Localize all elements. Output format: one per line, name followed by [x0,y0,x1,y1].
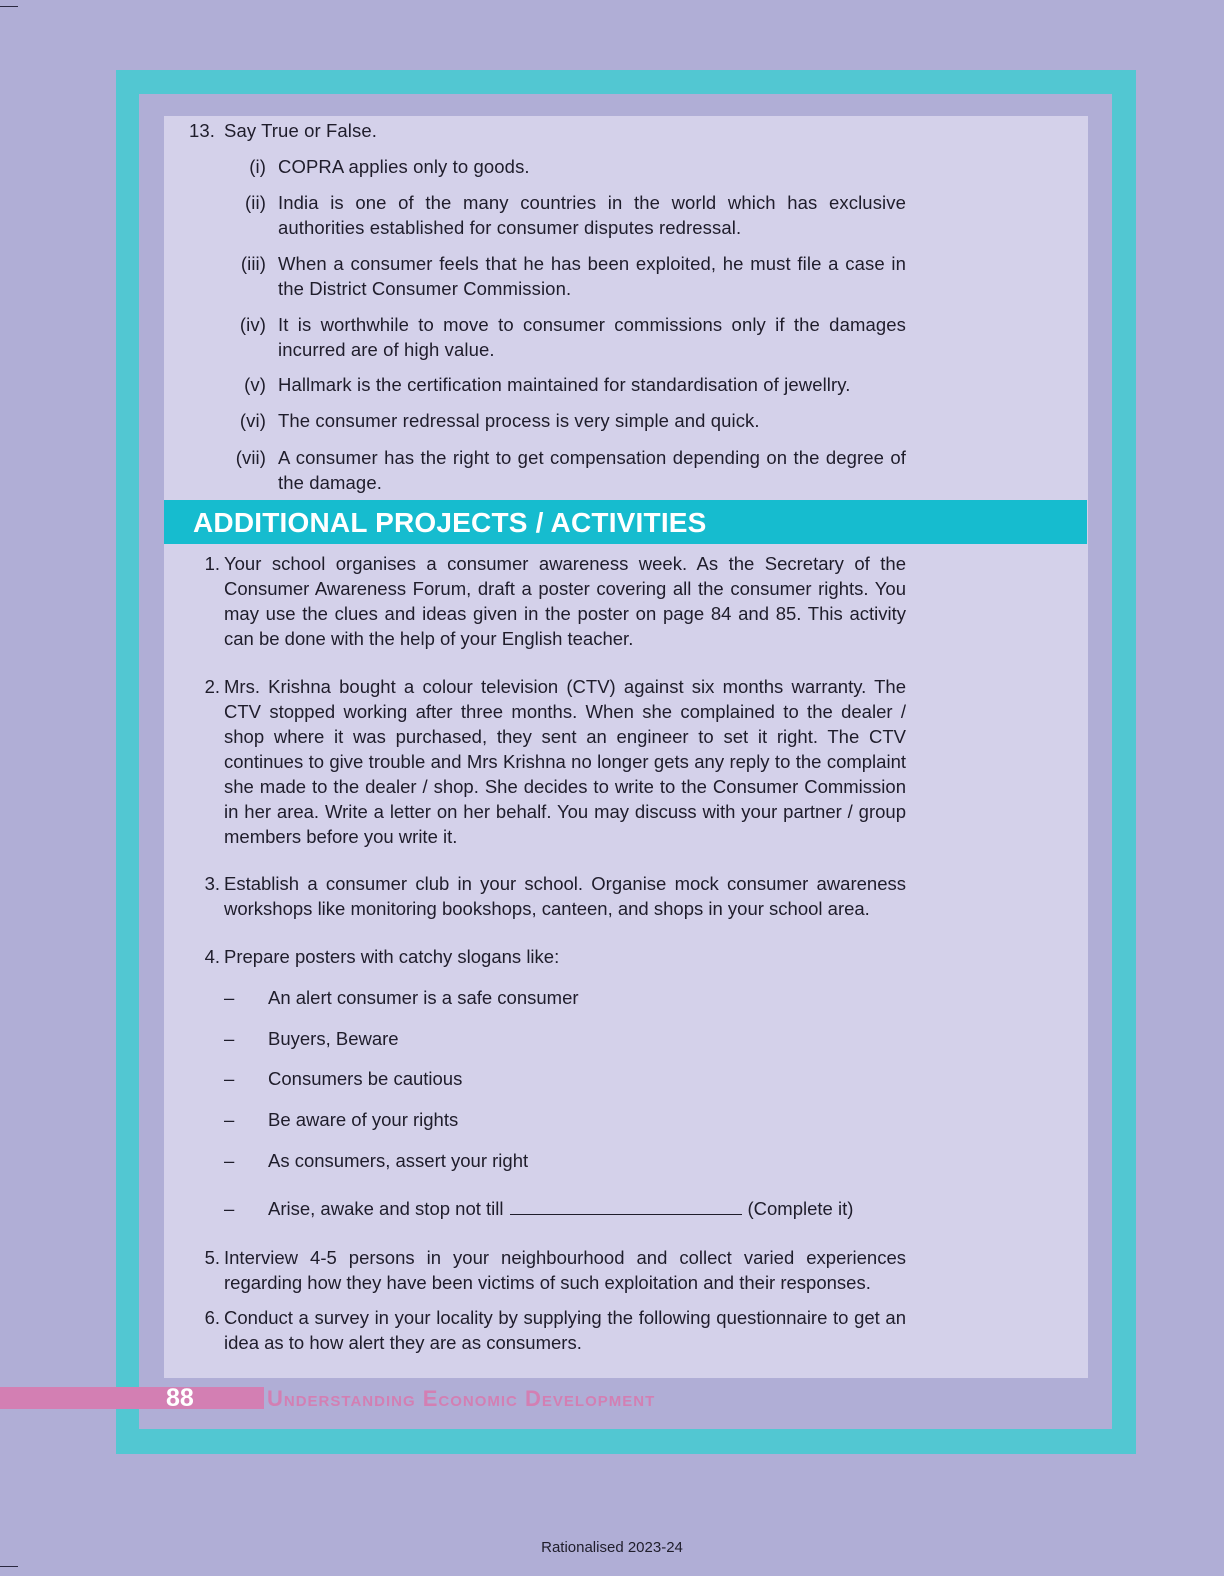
section-title: ADDITIONAL PROJECTS / ACTIVITIES [193,507,707,538]
true-false-item: Hallmark is the certification maintained for standardisation of jewellry. [278,374,851,395]
slogan-item: An alert consumer is a safe consumer [268,987,579,1008]
question-number: 13. [189,120,216,141]
page-number: 88 [166,1384,194,1412]
activity-item: Establish a consumer club in your school. Organise mock consumer awareness workshops like monitoring bookshops, canteen, and shops in your school area. [224,873,906,919]
fill-in-blank [510,1196,742,1215]
activity-number: 5. [204,1247,220,1268]
crop-mark-top [0,6,18,7]
activity-number: 6. [204,1307,220,1328]
activity-item: Your school organises a consumer awareness week. As the Secretary of the Consumer Awareness Forum, draft a poster covering all the consumer rights. You may use the clues and ideas given in the poster on page 84 and 85. This activity can be done with the help of your English teacher. [224,553,906,649]
slogan-prefix: Arise, awake and stop not till [268,1198,504,1219]
activity-number: 1. [204,553,220,574]
activity-number: 4. [204,946,220,967]
footer-pink-bar [0,1387,264,1409]
activity-item: Prepare posters with catchy slogans like: [224,946,560,967]
dash-bullet: – [224,1028,235,1049]
dash-bullet: – [224,1198,235,1219]
activity-item: Mrs. Krishna bought a colour television (CTV) against six months warranty. The CTV stopped working after three months. When she complained to the dealer / shop where it was purchased, they sent an engineer to set it right. The CTV continues to give trouble and Mrs Krishna no longer gets any reply to the complaint she made to the dealer / shop. She decides to write to the Consumer Commission in her area. Write a letter on her behalf. You may discuss with your partner / group members before you write it. [224,676,906,847]
true-false-item: The consumer redressal process is very simple and quick. [278,410,760,431]
book-title: Understanding Economic Development [267,1386,656,1411]
question-prompt: Say True or False. [224,120,377,141]
dash-bullet: – [224,1150,235,1171]
item-label: (vii) [235,447,266,468]
dash-bullet: – [224,1068,235,1089]
slogan-item: Buyers, Beware [268,1028,399,1049]
edition-note: Rationalised 2023-24 [541,1539,683,1556]
activity-item: Conduct a survey in your locality by supplying the following questionnaire to get an idea as to how alert they are as consumers. [224,1307,906,1353]
item-label: (i) [249,156,266,177]
slogan-item: Be aware of your rights [268,1109,459,1130]
true-false-item: COPRA applies only to goods. [278,156,530,177]
activity-number: 2. [204,676,220,697]
true-false-item: A consumer has the right to get compensation depending on the degree of the damage. [278,447,906,493]
item-label: (iv) [239,314,266,335]
item-label: (v) [244,374,266,395]
crop-mark-bottom [0,1566,18,1567]
dash-bullet: – [224,1109,235,1130]
slogan-fill-in [268,1196,853,1221]
dash-bullet: – [224,987,235,1008]
true-false-item: India is one of the many countries in the world which has exclusive authorities established for consumer disputes redressal. [278,192,906,238]
slogan-item: As consumers, assert your right [268,1150,529,1171]
item-label: (iii) [240,253,266,274]
item-label: (ii) [245,192,266,213]
true-false-item: It is worthwhile to move to consumer commissions only if the damages incurred are of high value. [278,314,906,360]
item-label: (vi) [239,410,266,431]
activity-item: Interview 4-5 persons in your neighbourhood and collect varied experiences regarding how they have been victims of such exploitation and their responses. [224,1247,906,1293]
slogan-item: Consumers be cautious [268,1068,463,1089]
slogan-suffix: (Complete it) [747,1198,854,1219]
true-false-item: When a consumer feels that he has been exploited, he must file a case in the District Consumer Commission. [278,253,906,299]
activity-number: 3. [204,873,220,894]
